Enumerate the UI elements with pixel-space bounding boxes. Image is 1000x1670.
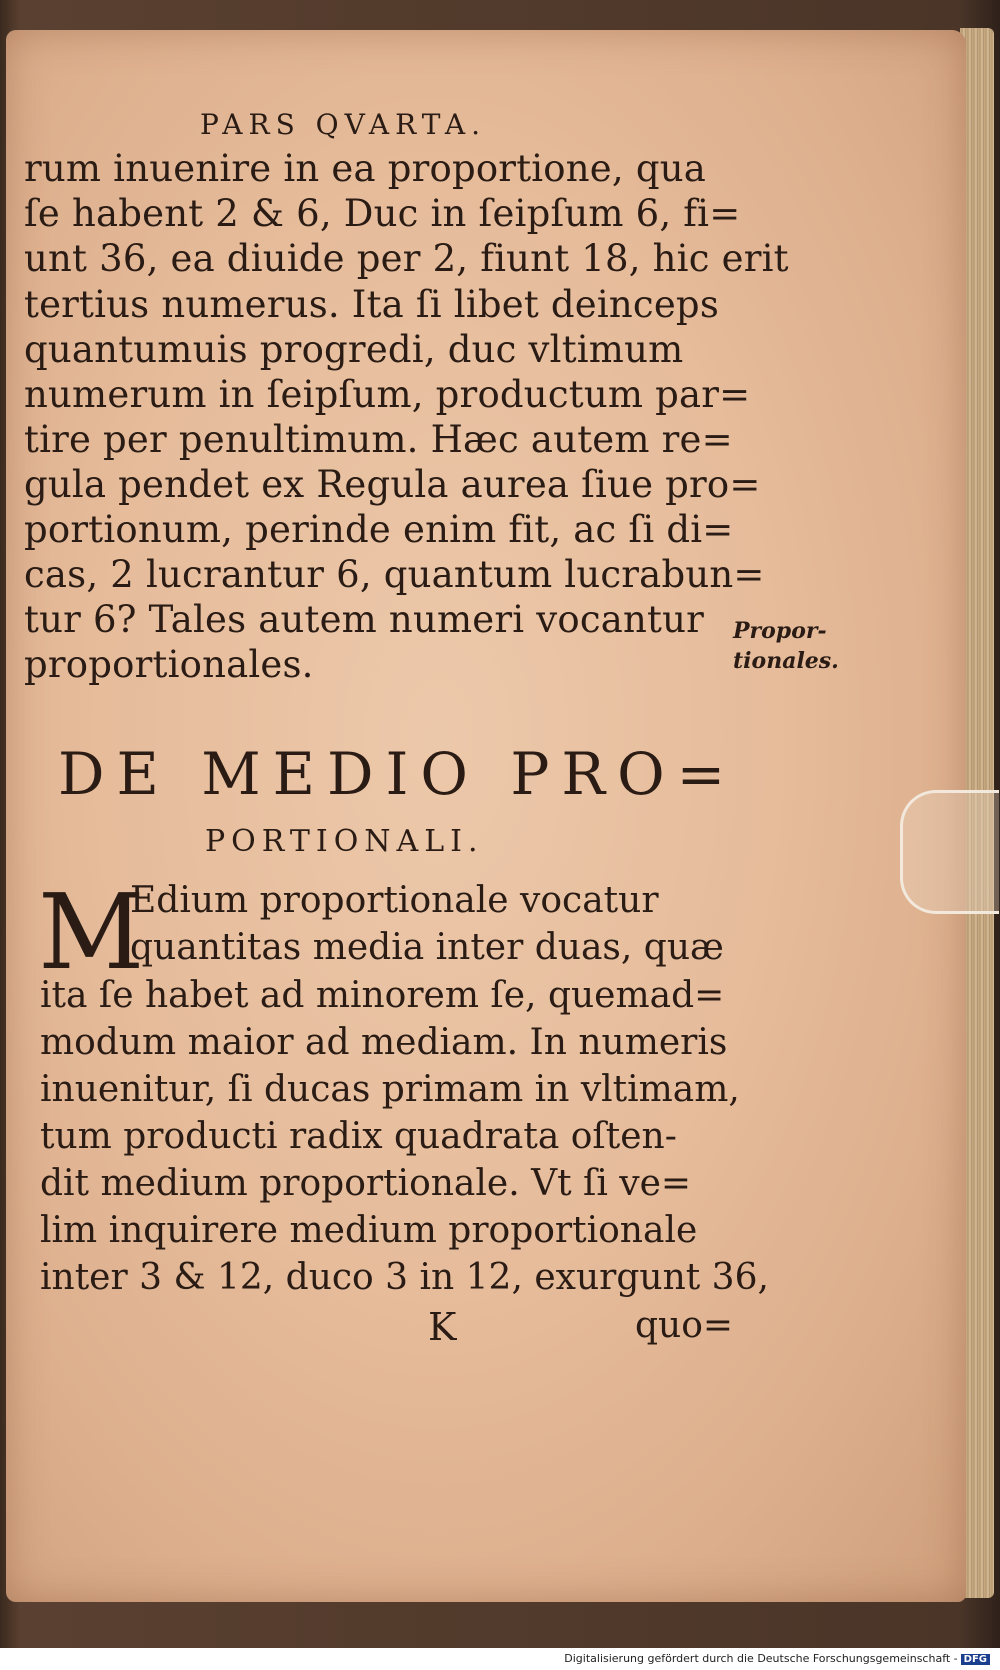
text-line: gula pendet ex Regula aurea ſiue pro= xyxy=(24,463,761,506)
text-line: inuenitur, ſi ducas primam in vltimam, xyxy=(40,1069,740,1110)
dfg-logo: DFG xyxy=(961,1654,990,1665)
drop-cap: M xyxy=(38,871,145,993)
text-line: quantumuis progredi, duc vltimum xyxy=(24,328,684,371)
text-line: tire per penultimum. Hæc autem re= xyxy=(24,418,733,461)
text-line: Edium proportionale vocatur xyxy=(130,880,659,921)
text-line: cas, 2 lucrantur 6, quantum lucrabun= xyxy=(24,553,765,596)
text-line: ita ſe habet ad minorem ſe, quemad= xyxy=(40,975,725,1016)
text-line: lim inquirere medium proportionale xyxy=(40,1210,698,1251)
running-head: PARS QVARTA. xyxy=(200,108,487,141)
marginal-note-line: Propor- xyxy=(733,618,827,644)
text-line: ſe habent 2 & 6, Duc in ſeipſum 6, fi= xyxy=(24,192,741,235)
text-line: tum producti radix quadrata oſten- xyxy=(40,1116,677,1157)
section-heading-continued: PORTIONALI. xyxy=(205,824,484,859)
text-line: rum inuenire in ea proportione, qua xyxy=(24,147,706,190)
book-clasp xyxy=(900,790,999,914)
digitization-credit xyxy=(564,1652,990,1665)
text-line: portionum, perinde enim fit, ac ſi di= xyxy=(24,508,734,551)
text-line: unt 36, ea diuide per 2, fiunt 18, hic erit xyxy=(24,237,789,280)
text-line: proportionales. xyxy=(24,643,314,686)
text-line: tur 6? Tales autem numeri vocantur xyxy=(24,598,705,641)
text-line: inter 3 & 12, duco 3 in 12, exurgunt 36, xyxy=(40,1257,769,1298)
digitization-credit-text: Digitalisierung gefördert durch die Deutsche Forschungsgemeinschaft - xyxy=(564,1652,958,1665)
text-line: modum maior ad mediam. In numeris xyxy=(40,1022,728,1063)
section-heading: DE MEDIO PRO= xyxy=(58,740,738,808)
signature-mark: K xyxy=(428,1305,457,1349)
marginal-note-line: tionales. xyxy=(733,648,839,674)
text-line: quantitas media inter duas, quæ xyxy=(130,927,724,968)
text-line: tertius numerus. Ita ſi libet deinceps xyxy=(24,283,720,326)
catchword: quo= xyxy=(635,1305,734,1346)
text-line: numerum in ſeipſum, productum par= xyxy=(24,373,751,416)
text-line: dit medium proportionale. Vt ſi ve= xyxy=(40,1163,692,1204)
